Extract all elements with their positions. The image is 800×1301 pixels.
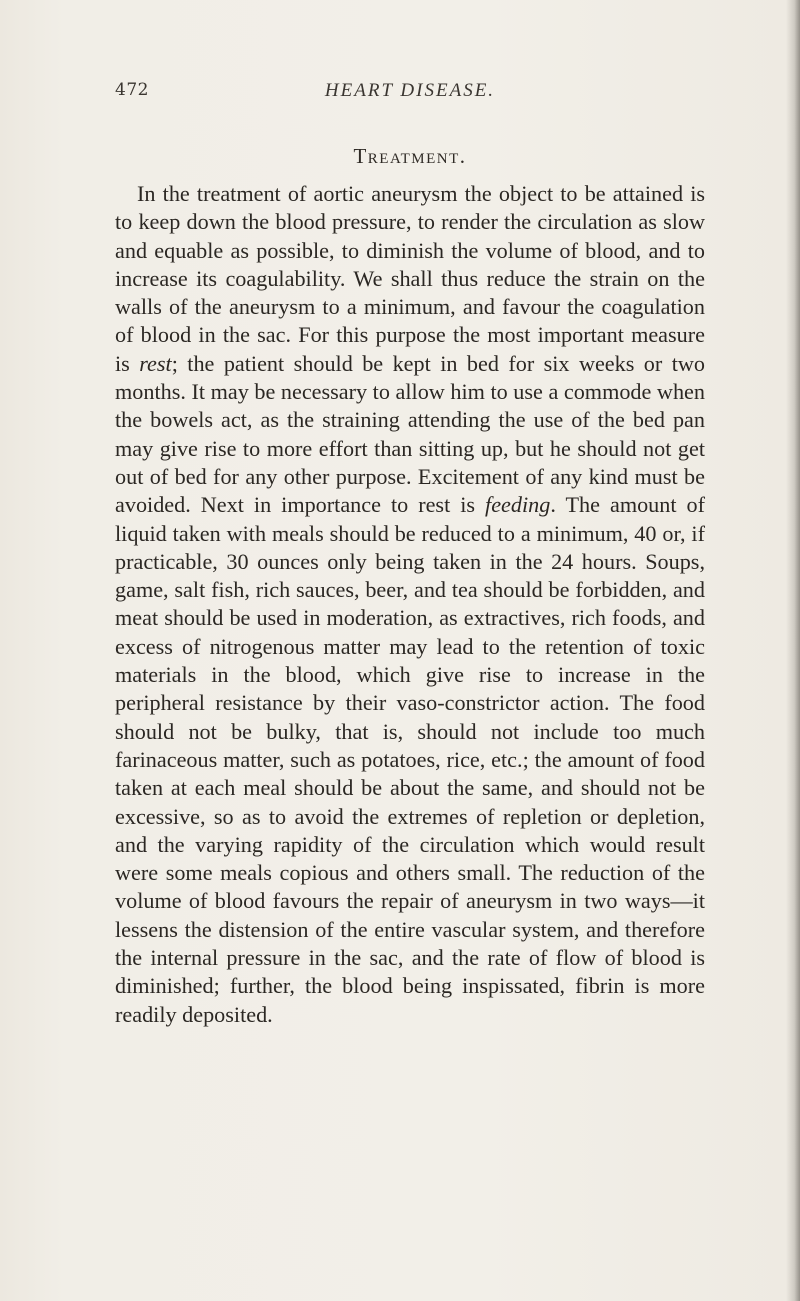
page-number: 472: [115, 80, 149, 100]
paragraph-text-part-3: . The amount of liquid taken with meals should be reduced to a minimum, 40 or, if practicable, 30 ounces only being taken in the 24 hours. Soups, game, salt fish, rich sauces, beer, and tea should be forbidden, and meat should be used in moderation, as extractives, rich foods, and excess of nitrogenous matter may lead to the retention of toxic materials in the blood, which give rise to increase in the peripheral resistance by their vaso-constrictor action. The food should not be bulky, that is, should not include too much farinaceous matter, such as potatoes, rice, etc.; the amount of food taken at each meal should be about the same, and should not be excessive, so as to avoid the extremes of repletion or depletion, and the varying rapidity of the circulation which would result were some meals copious and others small. The reduction of the volume of blood favours the repair of aneurysm in two ways—it lessens the distension of the entire vascular system, and therefore the internal pressure in the sac, and the rate of flow of blood is diminished; further, the blood being inspissated, fibrin is more readily deposited.: [115, 492, 705, 1027]
emphasis-rest: rest: [139, 350, 172, 376]
emphasis-feeding: feeding: [485, 492, 551, 518]
paragraph-text-part-1: In the treatment of aortic aneurysm the object to be attained is to keep down the blood pressure, to render the circulation as slow and equable as possible, to diminish the volume of blood, and to increase its coagulability. We shall thus reduce the strain on the walls of the aneurysm to a minimum, and favour the coagulation of blood in the sac. For this purpose the most important measure is: [115, 181, 705, 376]
page-edge-shadow: [786, 0, 800, 1301]
page-header: [115, 80, 705, 110]
running-head: HEART DISEASE.: [324, 80, 496, 101]
paragraph-text-part-2: ; the patient should be kept in bed for six weeks or two months. It may be necessary to allow him to use a commode when the bowels act, as the straining attending the use of the bed pan may give rise to more effort than sitting up, but he should not get out of bed for any other purpose. Excitement of any kind must be avoided. Next in importance to rest is: [115, 350, 705, 518]
section-title: Treatment.: [353, 144, 467, 168]
body-paragraph: [115, 180, 705, 1029]
